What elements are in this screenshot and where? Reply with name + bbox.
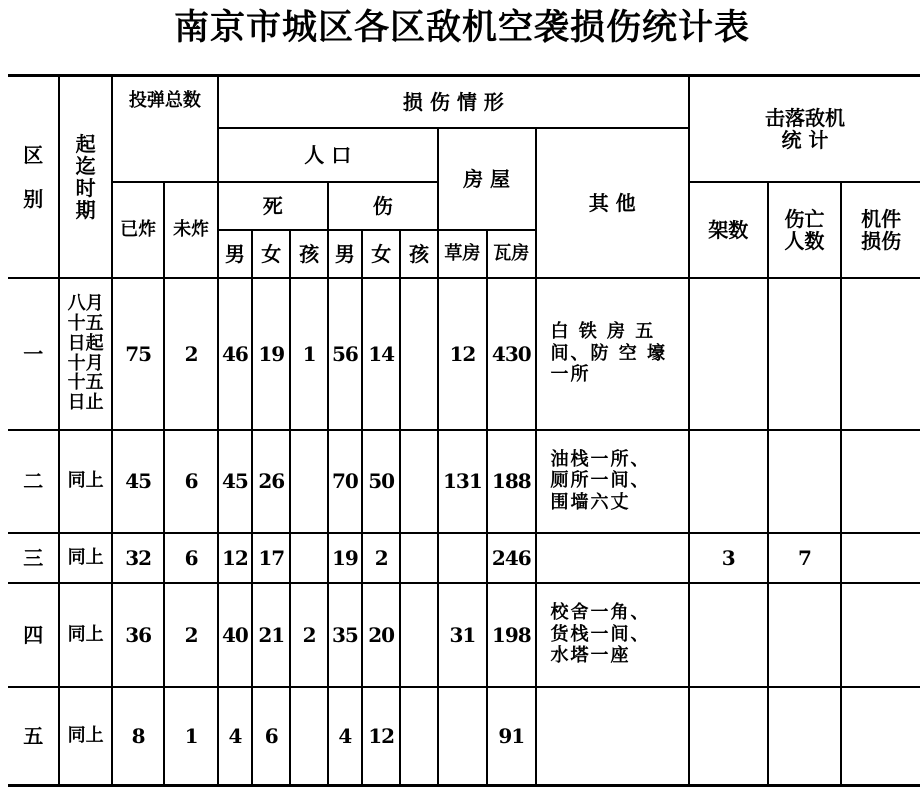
cell-unexploded: 6: [164, 533, 217, 583]
cell-exploded: 32: [112, 533, 164, 583]
cell-dead-m: 12: [218, 533, 252, 583]
cell-inj-m: 19: [328, 533, 362, 583]
cell-straw: 31: [438, 583, 487, 687]
header-dead-child: 孩: [290, 230, 327, 278]
cell-other: [536, 533, 689, 583]
cell-dead-m: 40: [218, 583, 252, 687]
header-casualties: 伤亡 人数: [768, 182, 842, 278]
cell-exploded: 75: [112, 278, 164, 430]
cell-planes: [689, 278, 768, 430]
header-other: 其 他: [536, 128, 689, 278]
cell-casualties: [768, 687, 842, 786]
cell-inj-c: [400, 583, 437, 687]
header-straw: 草房: [438, 230, 487, 278]
cell-dead-c: 1: [290, 278, 327, 430]
cell-exploded: 45: [112, 430, 164, 533]
cell-period: 同上: [59, 430, 111, 533]
cell-unexploded: 1: [164, 687, 217, 786]
header-houses: 房 屋: [438, 128, 536, 230]
cell-unexploded: 2: [164, 278, 217, 430]
cell-damage: [841, 430, 920, 533]
cell-planes: [689, 583, 768, 687]
cell-exploded: 36: [112, 583, 164, 687]
cell-dead-f: 17: [252, 533, 290, 583]
cell-planes: [689, 430, 768, 533]
cell-inj-c: [400, 430, 437, 533]
cell-tile: 91: [487, 687, 535, 786]
cell-tile: 198: [487, 583, 535, 687]
cell-dead-c: [290, 533, 327, 583]
cell-period: 八月 十五 日起 十月 十五 日止: [59, 278, 111, 430]
header-exploded: 已炸: [112, 182, 164, 278]
header-district: 区 别: [8, 76, 59, 278]
cell-straw: [438, 687, 487, 786]
header-dead: 死: [218, 182, 328, 230]
cell-inj-f: 12: [362, 687, 400, 786]
cell-casualties: [768, 278, 842, 430]
cell-other: 油栈一所、 厕所一间、 围墙六丈: [536, 430, 689, 533]
cell-dead-c: [290, 430, 327, 533]
cell-casualties: [768, 583, 842, 687]
cell-dead-c: [290, 687, 327, 786]
cell-straw: 12: [438, 278, 487, 430]
header-period: 起 迄 时 期: [59, 76, 111, 278]
cell-damage: [841, 687, 920, 786]
header-injured: 伤: [328, 182, 438, 230]
header-injured-male: 男: [328, 230, 362, 278]
cell-dead-m: 45: [218, 430, 252, 533]
header-aircraft-damage: 机件 损伤: [841, 182, 920, 278]
cell-district: 四: [8, 583, 59, 687]
cell-tile: 188: [487, 430, 535, 533]
cell-dead-m: 46: [218, 278, 252, 430]
header-injured-female: 女: [362, 230, 400, 278]
cell-casualties: [768, 430, 842, 533]
header-bombs-total: 投弹总数: [112, 76, 218, 182]
cell-tile: 246: [487, 533, 535, 583]
cell-dead-c: 2: [290, 583, 327, 687]
table-row: [8, 687, 920, 786]
header-tile: 瓦房: [487, 230, 535, 278]
table-row: [8, 430, 920, 533]
cell-district: 一: [8, 278, 59, 430]
header-shotdown: 击落敌机 统 计: [689, 76, 920, 182]
cell-other: [536, 687, 689, 786]
page-title: 南京市城区各区敌机空袭损伤统计表: [173, 8, 750, 48]
cell-inj-c: [400, 533, 437, 583]
cell-inj-f: 14: [362, 278, 400, 430]
damage-statistics-table: [8, 74, 920, 787]
header-dead-male: 男: [218, 230, 252, 278]
header-population: 人 口: [218, 128, 438, 182]
table-row: [8, 278, 920, 430]
header-unexploded: 未炸: [164, 182, 217, 278]
cell-inj-c: [400, 278, 437, 430]
cell-tile: 430: [487, 278, 535, 430]
cell-straw: [438, 533, 487, 583]
table-row: [8, 533, 920, 583]
cell-inj-m: 4: [328, 687, 362, 786]
cell-dead-f: 19: [252, 278, 290, 430]
header-planes: 架数: [689, 182, 768, 278]
cell-casualties: 7: [768, 533, 842, 583]
cell-inj-c: [400, 687, 437, 786]
header-dead-female: 女: [252, 230, 290, 278]
cell-other: 白 铁 房 五 间、防 空 壕 一所: [536, 278, 689, 430]
cell-inj-m: 70: [328, 430, 362, 533]
cell-period: 同上: [59, 583, 111, 687]
cell-inj-m: 56: [328, 278, 362, 430]
cell-damage: [841, 278, 920, 430]
cell-unexploded: 2: [164, 583, 217, 687]
cell-district: 五: [8, 687, 59, 786]
cell-period: 同上: [59, 687, 111, 786]
cell-inj-f: 2: [362, 533, 400, 583]
header-injured-child: 孩: [400, 230, 437, 278]
cell-dead-f: 21: [252, 583, 290, 687]
cell-inj-f: 20: [362, 583, 400, 687]
cell-inj-f: 50: [362, 430, 400, 533]
cell-exploded: 8: [112, 687, 164, 786]
cell-unexploded: 6: [164, 430, 217, 533]
cell-planes: [689, 687, 768, 786]
cell-dead-f: 6: [252, 687, 290, 786]
table-body: [8, 278, 920, 786]
cell-inj-m: 35: [328, 583, 362, 687]
table-row: [8, 583, 920, 687]
cell-other: 校舍一角、 货栈一间、 水塔一座: [536, 583, 689, 687]
cell-district: 二: [8, 430, 59, 533]
cell-damage: [841, 583, 920, 687]
cell-period: 同上: [59, 533, 111, 583]
header-damage: 损 伤 情 形: [218, 76, 689, 128]
cell-district: 三: [8, 533, 59, 583]
cell-planes: 3: [689, 533, 768, 583]
cell-damage: [841, 533, 920, 583]
cell-straw: 131: [438, 430, 487, 533]
cell-dead-f: 26: [252, 430, 290, 533]
cell-dead-m: 4: [218, 687, 252, 786]
